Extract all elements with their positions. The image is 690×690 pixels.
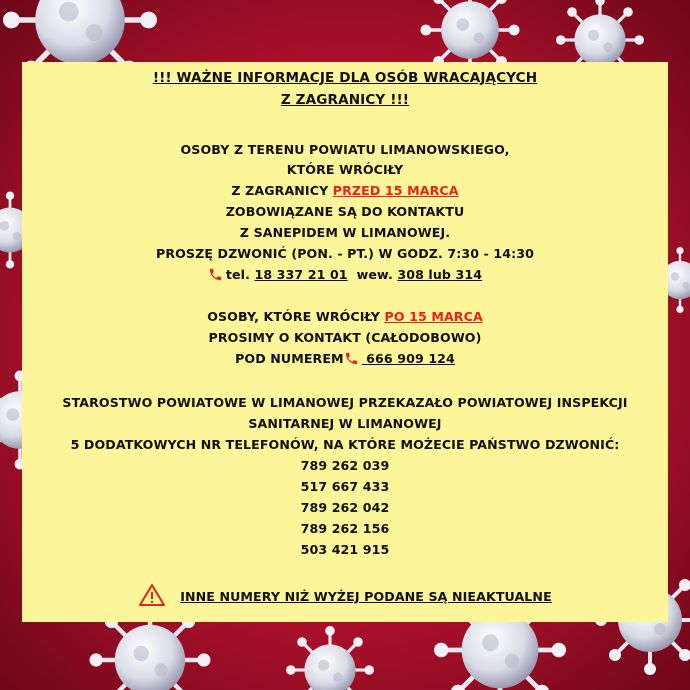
- before-date-highlight: PRZED 15 MARCA: [332, 183, 459, 198]
- block2-line-3-prefix: POD NUMEREM: [235, 351, 344, 366]
- block1-line-4: ZOBOWIĄZANE SĄ DO KONTAKTU: [225, 204, 465, 219]
- block3-line-2: SANITARNEJ W LIMANOWEJ: [248, 416, 442, 431]
- after-date-highlight: PO 15 MARCA: [384, 309, 483, 324]
- ext-number: 308 lub 314: [397, 267, 483, 282]
- block3-line-3: 5 DODATKOWYCH NR TELEFONÓW, NA KTÓRE MOŻECIE PAŃSTWO DZWONIĆ:: [70, 437, 620, 452]
- title-line-2: Z ZAGRANICY !!!: [280, 92, 410, 108]
- hotline-number[interactable]: 666 909 124: [361, 351, 455, 366]
- block2-line-1-prefix: OSOBY, KTÓRE WRÓCIŁY: [207, 309, 385, 324]
- phone-icon: [208, 267, 223, 282]
- extra-phone-number[interactable]: 789 262 039: [300, 458, 390, 473]
- ext-label: wew.: [356, 267, 398, 282]
- warning-text: INNE NUMERY NIŻ WYŻEJ PODANE SĄ NIEAKTUALNE: [180, 589, 552, 604]
- block1-line-5: Z SANEPIDEM W LIMANOWEJ.: [239, 225, 451, 240]
- block1-line-3-prefix: Z ZAGRANICY: [231, 183, 333, 198]
- extra-phone-number[interactable]: 789 262 156: [300, 521, 390, 536]
- block2-line-2: PROSIMY O KONTAKT (CAŁODOBOWO): [208, 330, 482, 345]
- phone-line: [22, 267, 668, 282]
- block1-line-1: OSOBY Z TERENU POWIATU LIMANOWSKIEGO,: [180, 142, 510, 157]
- info-card: [22, 62, 668, 622]
- block1-line-2: KTÓRE WRÓCIŁY: [286, 162, 404, 177]
- extra-phone-number[interactable]: 789 262 042: [300, 500, 390, 515]
- phone-icon: [344, 351, 359, 366]
- extra-phone-number[interactable]: 517 667 433: [300, 479, 390, 494]
- block1-line-3: [22, 183, 668, 198]
- block3-line-1: STAROSTWO POWIATOWE W LIMANOWEJ PRZEKAZAŁO POWIATOWEJ INSPEKCJI: [62, 395, 628, 410]
- block2-line-1: [22, 309, 668, 324]
- warning-line: [22, 583, 668, 607]
- tel-label: tel.: [225, 267, 255, 282]
- office-hours: PROSZĘ DZWONIĆ (PON. - PT.) W GODZ. 7:30 - 14:30: [156, 246, 534, 261]
- block2-line-3: [22, 351, 668, 366]
- tel-number[interactable]: 18 337 21 01: [254, 267, 348, 282]
- extra-phone-number[interactable]: 503 421 915: [300, 542, 390, 557]
- warning-triangle-icon: [138, 583, 166, 607]
- title-line-1: !!! WAŻNE INFORMACJE DLA OSÓB WRACAJĄCYCH: [152, 70, 538, 86]
